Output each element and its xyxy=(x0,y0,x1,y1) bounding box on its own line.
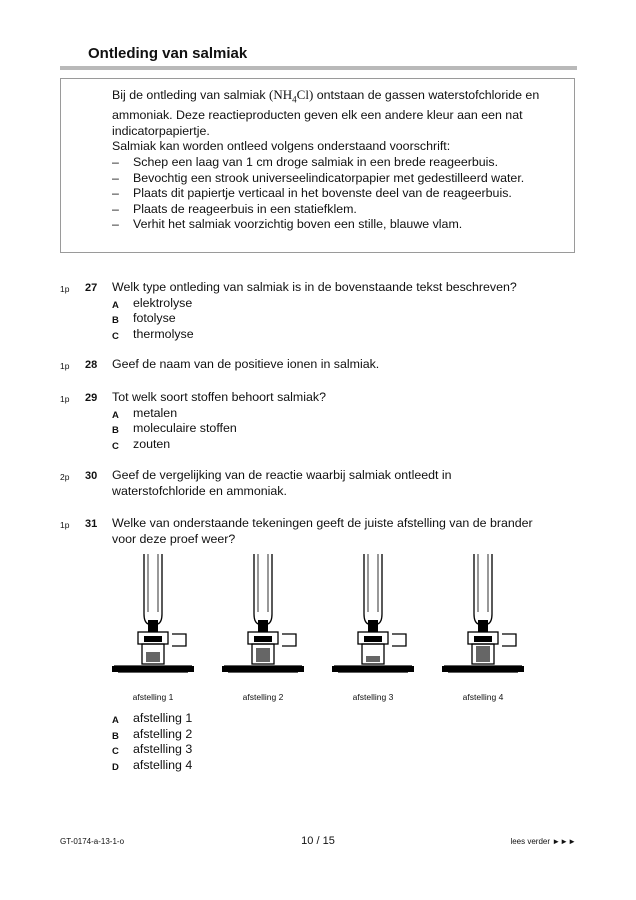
figure-caption: afstelling 4 xyxy=(462,692,504,702)
continue-indicator: lees verder ►►► xyxy=(510,837,576,846)
option-letter: A xyxy=(112,715,119,726)
step-text: Bevochtig een strook universeelindicatorpapier met gedestilleerd water. xyxy=(133,170,525,185)
dash-bullet: – xyxy=(112,201,119,216)
question-number: 31 xyxy=(85,518,98,530)
figure-caption: afstelling 2 xyxy=(242,692,284,702)
option-letter: C xyxy=(112,440,119,452)
info-text xyxy=(112,87,562,233)
dash-bullet: – xyxy=(112,186,119,201)
figure-caption: afstelling 1 xyxy=(132,692,174,702)
question-points: 1p xyxy=(60,394,70,404)
question-31-options xyxy=(0,711,636,773)
answer-options xyxy=(112,406,636,453)
option-letter: B xyxy=(112,315,119,327)
formula-subscript: 4 xyxy=(292,94,297,105)
option-letter: B xyxy=(112,425,119,437)
answer-option[interactable] xyxy=(112,421,636,437)
answer-option[interactable] xyxy=(112,311,636,327)
question-points: 2p xyxy=(60,472,70,482)
option-text: afstelling 1 xyxy=(133,711,193,725)
figure-caption: afstelling 3 xyxy=(352,692,394,702)
procedure-step xyxy=(112,186,562,202)
burner-figure xyxy=(108,554,528,704)
option-letter: C xyxy=(112,330,119,342)
option-letter: D xyxy=(112,761,119,773)
burner-drawing-3 xyxy=(328,554,418,690)
question-29 xyxy=(0,390,636,452)
step-text: Schep een laag van 1 cm droge salmiak in een brede reageerbuis. xyxy=(133,154,499,169)
page-title: Ontleding van salmiak xyxy=(88,45,248,62)
question-stem: Welke van onderstaande tekeningen geeft de juiste afstelling van de brander voor deze proef weer? xyxy=(112,516,533,546)
exam-code: GT-0174-a-13-1-o xyxy=(60,837,125,846)
question-number: 27 xyxy=(85,282,98,294)
option-letter: A xyxy=(112,409,119,421)
question-stem: Geef de naam van de positieve ionen in salmiak. xyxy=(112,357,380,371)
step-text: Verhit het salmiak voorzichtig boven een stille, blauwe vlam. xyxy=(133,217,463,232)
option-text: metalen xyxy=(133,405,178,420)
answer-option[interactable] xyxy=(112,758,636,774)
burner-drawing-2 xyxy=(218,554,308,690)
procedure-step xyxy=(112,202,562,218)
step-text: Plaats dit papiertje verticaal in het bovenste deel van de reageerbuis. xyxy=(133,186,512,201)
question-31 xyxy=(0,516,636,547)
answer-option[interactable] xyxy=(112,437,636,453)
procedure-step xyxy=(112,217,562,233)
burner-drawing-1 xyxy=(108,554,198,690)
answer-option[interactable] xyxy=(112,742,636,758)
option-text: afstelling 3 xyxy=(133,742,193,757)
option-text: thermolyse xyxy=(133,326,194,341)
option-text: zouten xyxy=(133,436,171,451)
answer-option[interactable] xyxy=(112,327,636,343)
question-number: 30 xyxy=(85,470,98,482)
question-stem: Geef de vergelijking van de reactie waarbij salmiak ontleedt in waterstofchloride en ammoniak. xyxy=(112,468,452,498)
answer-option[interactable] xyxy=(112,406,636,422)
question-points: 1p xyxy=(60,520,70,530)
option-text: moleculaire stoffen xyxy=(133,421,237,436)
dash-bullet: – xyxy=(112,170,119,185)
intro-text-end: ontstaan de gassen waterstofchloride en ammoniak. Deze reactieproducten geven elk een andere kleur aan een nat indicatorpapiertje. xyxy=(112,88,540,138)
question-points: 1p xyxy=(60,284,70,294)
question-stem: Tot welk soort stoffen behoort salmiak? xyxy=(112,390,326,404)
question-number: 29 xyxy=(85,392,98,404)
option-text: afstelling 2 xyxy=(133,726,193,741)
option-text: fotolyse xyxy=(133,311,176,326)
dash-bullet: – xyxy=(112,154,119,169)
procedure-step xyxy=(112,155,562,171)
question-27 xyxy=(0,280,636,342)
question-number: 28 xyxy=(85,359,98,371)
option-letter: A xyxy=(112,299,119,311)
procedure-intro: Salmiak kan worden ontleed volgens onderstaand voorschrift: xyxy=(112,139,451,154)
formula-part-b: Cl) xyxy=(296,87,314,102)
option-letter: C xyxy=(112,746,119,758)
option-letter: B xyxy=(112,730,119,742)
question-30 xyxy=(0,468,636,499)
answer-option[interactable] xyxy=(112,727,636,743)
question-28 xyxy=(0,357,636,373)
page-number: 10 / 15 xyxy=(301,835,335,847)
question-points: 1p xyxy=(60,361,70,371)
dash-bullet: – xyxy=(112,217,119,232)
intro-paragraph xyxy=(112,87,562,139)
intro-text-start: Bij de ontleding van salmiak xyxy=(112,88,270,102)
answer-options xyxy=(112,711,636,773)
step-text: Plaats de reageerbuis in een statiefklem. xyxy=(133,201,357,216)
salmiak-formula xyxy=(269,87,314,105)
procedure-step xyxy=(112,171,562,187)
answer-options xyxy=(112,296,636,343)
option-text: elektrolyse xyxy=(133,295,193,310)
formula-part-a: (NH xyxy=(269,87,293,102)
title-rule xyxy=(60,66,577,70)
answer-option[interactable] xyxy=(112,296,636,312)
burner-drawing-4 xyxy=(438,554,528,690)
procedure-steps xyxy=(112,155,562,233)
question-stem: Welk type ontleding van salmiak is in de bovenstaande tekst beschreven? xyxy=(112,280,517,294)
option-text: afstelling 4 xyxy=(133,757,193,772)
answer-option[interactable] xyxy=(112,711,636,727)
